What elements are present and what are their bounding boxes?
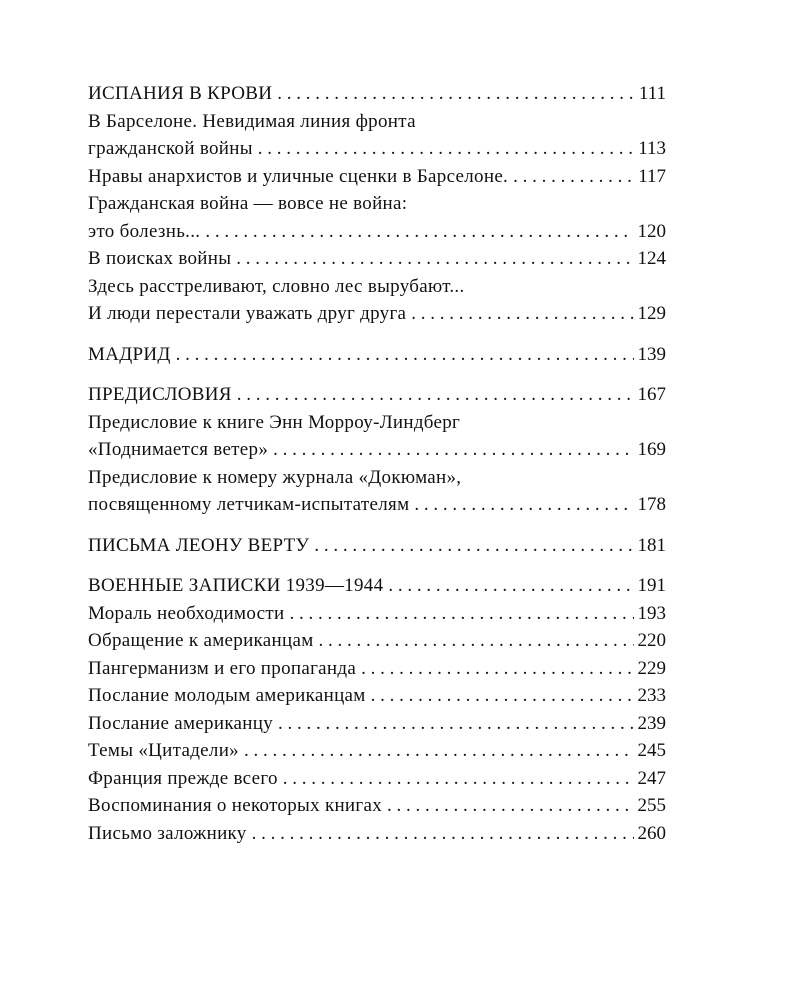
dot-leader [252,820,634,848]
toc-entry-line [88,464,666,492]
page-number: 129 [637,303,666,324]
section-heading [88,381,666,409]
toc-entry-title: ВОЕННЫЕ ЗАПИСКИ 1939—1944 [88,575,384,596]
toc-entry-title: Послание молодым американцам [88,685,366,706]
toc-entry-title: Пангерманизм и его пропаганда [88,657,357,679]
section-spacer [88,519,666,532]
toc-entry [88,792,666,820]
toc-entry-line-last [88,737,666,765]
toc-entry-line [88,108,666,136]
toc-entry [88,108,666,163]
page-number: 247 [637,767,666,789]
toc-entry-title: И люди перестали уважать друг друга [88,303,407,324]
section-heading [88,341,666,369]
toc-entry-title: ПИСЬМА ЛЕОНУ ВЕРТУ [88,534,310,556]
page-number: 260 [637,822,666,844]
toc-entry-title: МАДРИД [88,343,171,365]
toc-entry-line-last [88,820,666,848]
page-number: 255 [637,795,666,816]
toc-entry [88,655,666,683]
dot-leader [236,245,633,273]
toc-section [88,572,666,847]
table-of-contents [88,80,666,847]
toc-entry-title: ИСПАНИЯ В КРОВИ [88,83,273,104]
toc-entry [88,600,666,628]
toc-entry-title: «Поднимается ветер» [88,439,269,460]
toc-entry-line-last [88,245,666,273]
toc-entry-line-last [88,792,666,820]
page-number: 191 [637,575,666,596]
toc-section [88,80,666,328]
dot-leader [414,491,633,519]
toc-entry-title: Предисловие к номеру журнала «Докюман», [88,466,462,488]
dot-leader [388,572,633,600]
dot-leader [244,737,634,765]
toc-entry [88,820,666,848]
toc-entry [88,682,666,710]
section-spacer [88,368,666,381]
toc-entry [88,190,666,245]
toc-entry [88,245,666,273]
page-number: 229 [637,657,666,679]
toc-entry [88,710,666,738]
dot-leader [273,436,633,464]
dot-leader [237,381,634,409]
toc-entry-line-last [88,600,666,628]
toc-entry-title: Воспоминания о некоторых книгах [88,795,383,816]
toc-entry-title: Мораль необходимости [88,602,285,624]
toc-entry-line-last [88,655,666,683]
dot-leader [314,532,633,560]
toc-entry-line-last [88,491,666,519]
dot-leader [387,792,633,820]
section-heading [88,532,666,560]
page-number: 233 [637,685,666,706]
toc-entry-line-last [88,765,666,793]
toc-entry-line-last [88,163,666,191]
dot-leader [283,765,634,793]
toc-entry-title: посвященному летчикам-испытателям [88,494,410,515]
toc-entry-line-last [88,682,666,710]
toc-entry [88,737,666,765]
toc-entry-line-last [88,710,666,738]
toc-entry-title: это болезнь... [88,220,201,242]
page-number: 120 [637,220,666,242]
toc-entry-title: Обращение к американцам [88,630,314,651]
dot-leader [205,218,633,246]
toc-entry-line-last [88,300,666,328]
toc-entry [88,273,666,328]
toc-entry [88,627,666,655]
dot-leader [176,341,634,369]
toc-entry-title: гражданской войны [88,138,253,159]
toc-entry-line-last [88,627,666,655]
dot-leader [361,655,633,683]
toc-section [88,341,666,369]
toc-entry-line [88,190,666,218]
page-number: 169 [637,439,666,460]
toc-entry-title: Темы «Цитадели» [88,740,239,761]
dot-leader [319,627,634,655]
section-spacer [88,328,666,341]
page-number: 245 [637,740,666,761]
toc-entry-line-last [88,218,666,246]
toc-entry-line [88,409,666,437]
toc-entry-title: Предисловие к книге Энн Морроу-Линдберг [88,411,461,433]
page-number: 178 [637,494,666,515]
dot-leader [289,600,633,628]
page-number: 139 [637,343,666,365]
section-heading [88,80,666,108]
toc-entry-title: В Барселоне. Невидимая линия фронта [88,110,416,132]
dot-leader [513,163,634,191]
toc-section [88,381,666,519]
toc-entry [88,464,666,519]
toc-entry-line-last [88,436,666,464]
page-number: 167 [637,384,666,405]
toc-entry-title: В поисках войны [88,248,232,269]
toc-entry [88,409,666,464]
page-number: 220 [637,630,666,651]
toc-entry-title: Послание американцу [88,712,274,734]
toc-entry-line-last [88,135,666,163]
toc-entry-title: Письмо заложнику [88,822,247,844]
toc-entry [88,765,666,793]
page-number: 181 [637,534,666,556]
toc-entry-title: Нравы анархистов и уличные сценки в Барселоне. [88,165,509,187]
dot-leader [411,300,633,328]
page-number: 111 [638,83,666,104]
dot-leader [371,682,634,710]
toc-section [88,532,666,560]
toc-entry-title: Здесь расстреливают, словно лес вырубают... [88,275,465,297]
toc-entry-line [88,273,666,301]
toc-entry-title: ПРЕДИСЛОВИЯ [88,384,232,405]
toc-entry-title: Гражданская война — вовсе не война: [88,193,408,214]
page-number: 239 [637,712,666,734]
page-number: 117 [638,165,666,187]
section-heading [88,572,666,600]
toc-entry-title: Франция прежде всего [88,767,278,789]
page-number: 193 [637,602,666,624]
page-number: 113 [638,138,666,159]
dot-leader [258,135,634,163]
toc-entry [88,163,666,191]
dot-leader [278,710,633,738]
page-number: 124 [637,248,666,269]
dot-leader [277,80,635,108]
section-spacer [88,559,666,572]
